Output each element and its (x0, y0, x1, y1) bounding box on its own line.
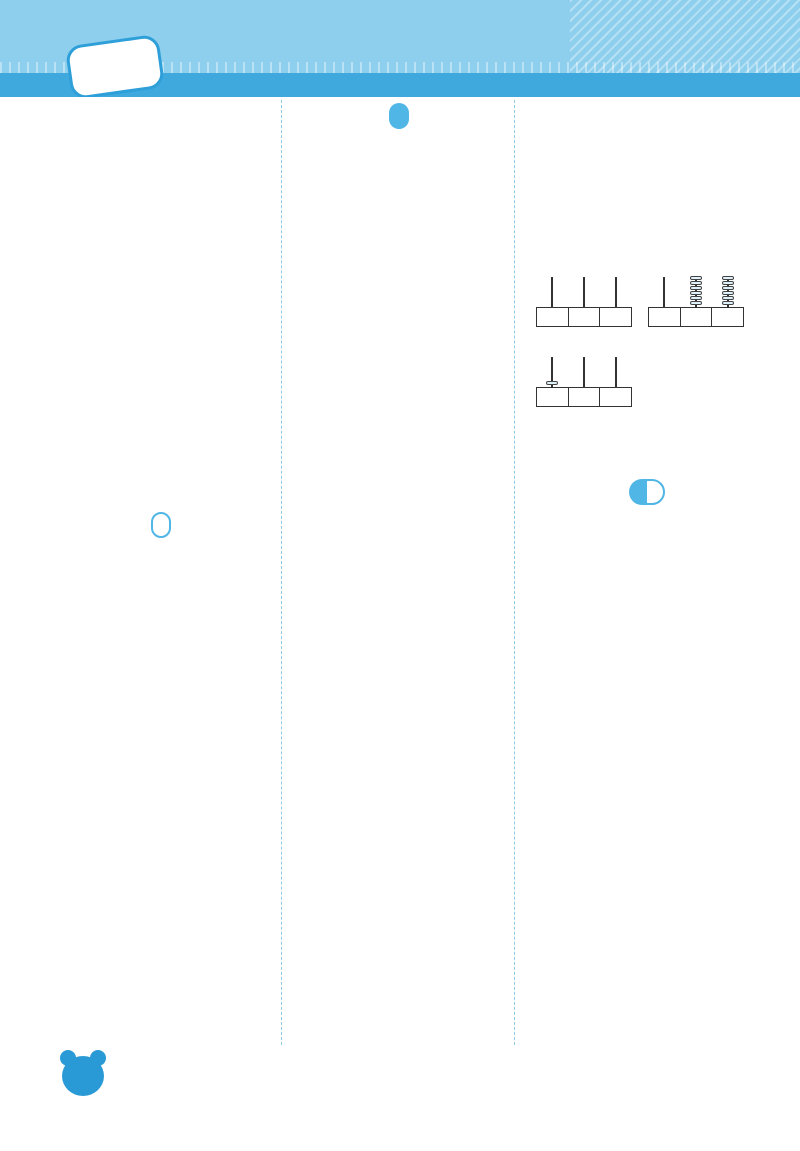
place-value-labels (536, 307, 632, 327)
page-header (0, 0, 800, 97)
place-value-labels (536, 387, 632, 407)
app-answer-line (56, 424, 276, 452)
answer-row (56, 97, 276, 124)
answer-row (56, 788, 276, 815)
bead (722, 286, 734, 290)
answer-row (56, 707, 276, 734)
place-label (569, 308, 601, 326)
practice-title (522, 509, 772, 541)
answer-row (56, 599, 276, 626)
answer-table (56, 572, 276, 896)
oral-answer (522, 97, 772, 181)
section-label (56, 896, 276, 926)
section-heading (290, 97, 508, 131)
unit-pill (629, 479, 645, 505)
place-label (600, 388, 631, 406)
series-logo (65, 34, 166, 97)
place-label (537, 308, 569, 326)
answer-row (56, 340, 276, 367)
unit-heading (56, 954, 276, 986)
place-label (569, 388, 601, 406)
app-answer-line (56, 480, 276, 508)
abacus-rod (615, 277, 617, 307)
section-pill (645, 479, 665, 505)
section-pill (151, 512, 171, 538)
answer-row (56, 232, 276, 259)
place-label (649, 308, 681, 326)
section-label (522, 213, 772, 243)
abacus-rod (615, 357, 617, 387)
bead (690, 301, 702, 305)
place-label (712, 308, 743, 326)
column-1 (56, 97, 276, 986)
bead (690, 291, 702, 295)
bead (722, 276, 734, 280)
bead (722, 281, 734, 285)
page-number-badge (60, 1050, 106, 1096)
column-divider (281, 100, 282, 1045)
bead (722, 301, 734, 305)
app-answer-line (56, 452, 276, 480)
answer-row (56, 124, 276, 151)
section-label (290, 251, 508, 281)
bead (690, 281, 702, 285)
abacus-rod (583, 277, 585, 307)
answer-row (56, 869, 276, 896)
place-label (600, 308, 631, 326)
abacus-row (522, 273, 772, 357)
column-2 (290, 97, 508, 309)
bead (690, 286, 702, 290)
section-label (522, 243, 772, 273)
app-answer-line (290, 281, 508, 309)
abacus-rod (583, 357, 585, 387)
answer-row (56, 680, 276, 707)
answer-row (56, 815, 276, 842)
abacus-rod (663, 277, 665, 307)
place-value-labels (648, 307, 744, 327)
answer-row (56, 572, 276, 599)
bead (690, 296, 702, 300)
review-pill (389, 103, 409, 129)
bead (722, 296, 734, 300)
logo-line2 (69, 44, 156, 56)
app-answer-line (290, 223, 508, 251)
answer-table (56, 97, 276, 394)
section-label (56, 542, 276, 572)
answer-row (56, 626, 276, 653)
answer-row (56, 259, 276, 286)
place-label (681, 308, 713, 326)
section-label (522, 541, 772, 571)
abacus-50 (536, 277, 632, 357)
answer-row (56, 313, 276, 340)
section-label (56, 394, 276, 424)
answer-row (56, 734, 276, 761)
abacus-66 (648, 277, 744, 357)
section-heading (56, 508, 276, 542)
practice-title (290, 131, 508, 163)
bead (546, 381, 558, 385)
answer-row (56, 842, 276, 869)
app-answer-line (56, 926, 276, 954)
answer-row (56, 653, 276, 680)
page-number (62, 1056, 104, 1096)
place-label (537, 388, 569, 406)
answer-row (56, 761, 276, 788)
answer-row (56, 286, 276, 313)
abacus-row (522, 357, 772, 441)
abacus-100 (536, 357, 632, 437)
bead (722, 291, 734, 295)
triangle-answer (522, 441, 772, 475)
answer-row (56, 367, 276, 394)
section-label (290, 163, 508, 193)
answer-row (56, 151, 276, 178)
bead (690, 276, 702, 280)
answer-row (56, 205, 276, 232)
practice-title (522, 181, 772, 213)
column-divider (514, 100, 515, 1045)
logo-line1 (69, 42, 156, 54)
abacus-rod (551, 277, 553, 307)
section-heading (522, 475, 772, 509)
answer-row (56, 178, 276, 205)
section-label (290, 193, 508, 223)
column-3 (522, 97, 772, 571)
